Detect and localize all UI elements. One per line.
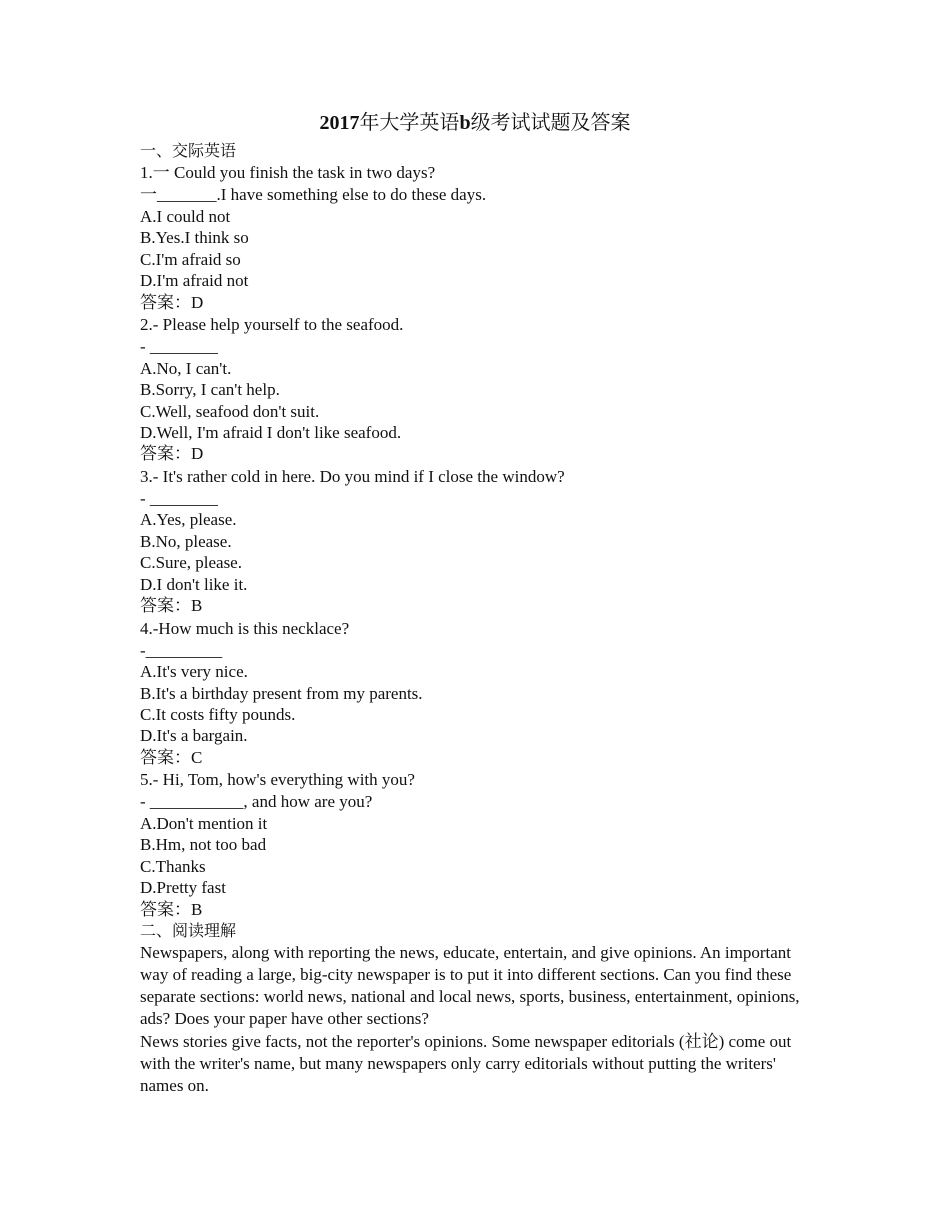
option-d: D.I don't like it. [140,574,248,594]
title-rest: 级考试试题及答案 [470,112,631,134]
option-c: C.Sure, please. [140,553,242,573]
option-c: C.Well, seafood don't suit. [140,401,320,421]
option-c: C.It costs fifty pounds. [140,704,296,724]
option-a: A.Don't mention it [140,813,268,833]
reading-paragraph: News stories give facts, not the reporter's opinions. Some newspaper editorials (社论) come out with the writer's name, but many newspapers only carry editorials without putting the writers' names on. [140,1031,792,1096]
document-title [0,110,950,136]
question-block [140,465,820,617]
question-stem: 2.- Please help yourself to the seafood. [140,315,404,335]
title-mid: 年大学英语 [359,112,460,134]
question-block [140,768,820,920]
answer-line: 答案：C [140,747,203,767]
question-stem: 4.-How much is this necklace? [140,618,350,638]
question-stem: 1.一 Could you finish the task in two days? [140,163,436,183]
option-d: D.I'm afraid not [140,271,249,291]
question-blank: - ________ [140,488,218,508]
question-blank: -_________ [140,640,223,660]
section-heading-reading: 二、阅读理解 [140,921,237,941]
option-b: B.Yes.I think so [140,228,249,248]
question-blank: - ________ [140,337,218,357]
option-b: B.Sorry, I can't help. [140,380,280,400]
section-heading-communication: 一、交际英语 [140,141,237,160]
answer-line: 答案：B [140,899,203,919]
option-b: B.No, please. [140,531,232,551]
option-a: A.No, I can't. [140,358,232,378]
question-stem: 5.- Hi, Tom, how's everything with you? [140,770,415,790]
option-a: A.It's very nice. [140,662,248,682]
answer-line: 答案：D [140,292,204,312]
answer-line: 答案：B [140,596,203,616]
title-level: b [459,112,471,134]
option-b: B.Hm, not too bad [140,835,267,855]
option-d: D.It's a bargain. [140,726,248,746]
question-blank: - ___________, and how are you? [140,792,373,812]
document-body [140,140,820,1098]
reading-paragraph: Newspapers, along with reporting the news, educate, entertain, and give opinions. An important way of reading a large, big-city newspaper is to put it into different sections. Can you find these separate sections: world news, national and local news, sports, business, entertainment, opinions, ads? Does your paper have other sections? [140,942,800,1029]
option-a: A.Yes, please. [140,510,237,530]
answer-line: 答案：D [140,444,204,464]
question-stem: 3.- It's rather cold in here. Do you mind if I close the window? [140,466,565,486]
option-c: C.I'm afraid so [140,249,241,269]
option-d: D.Well, I'm afraid I don't like seafood. [140,422,402,442]
question-block [140,617,820,769]
question-block [140,161,820,313]
question-blank: 一_______.I have something else to do these days. [140,185,487,205]
title-year: 2017 [319,112,360,134]
question-block [140,313,820,465]
option-a: A.I could not [140,206,231,226]
option-b: B.It's a birthday present from my parents. [140,683,423,703]
option-d: D.Pretty fast [140,878,226,898]
option-c: C.Thanks [140,856,206,876]
